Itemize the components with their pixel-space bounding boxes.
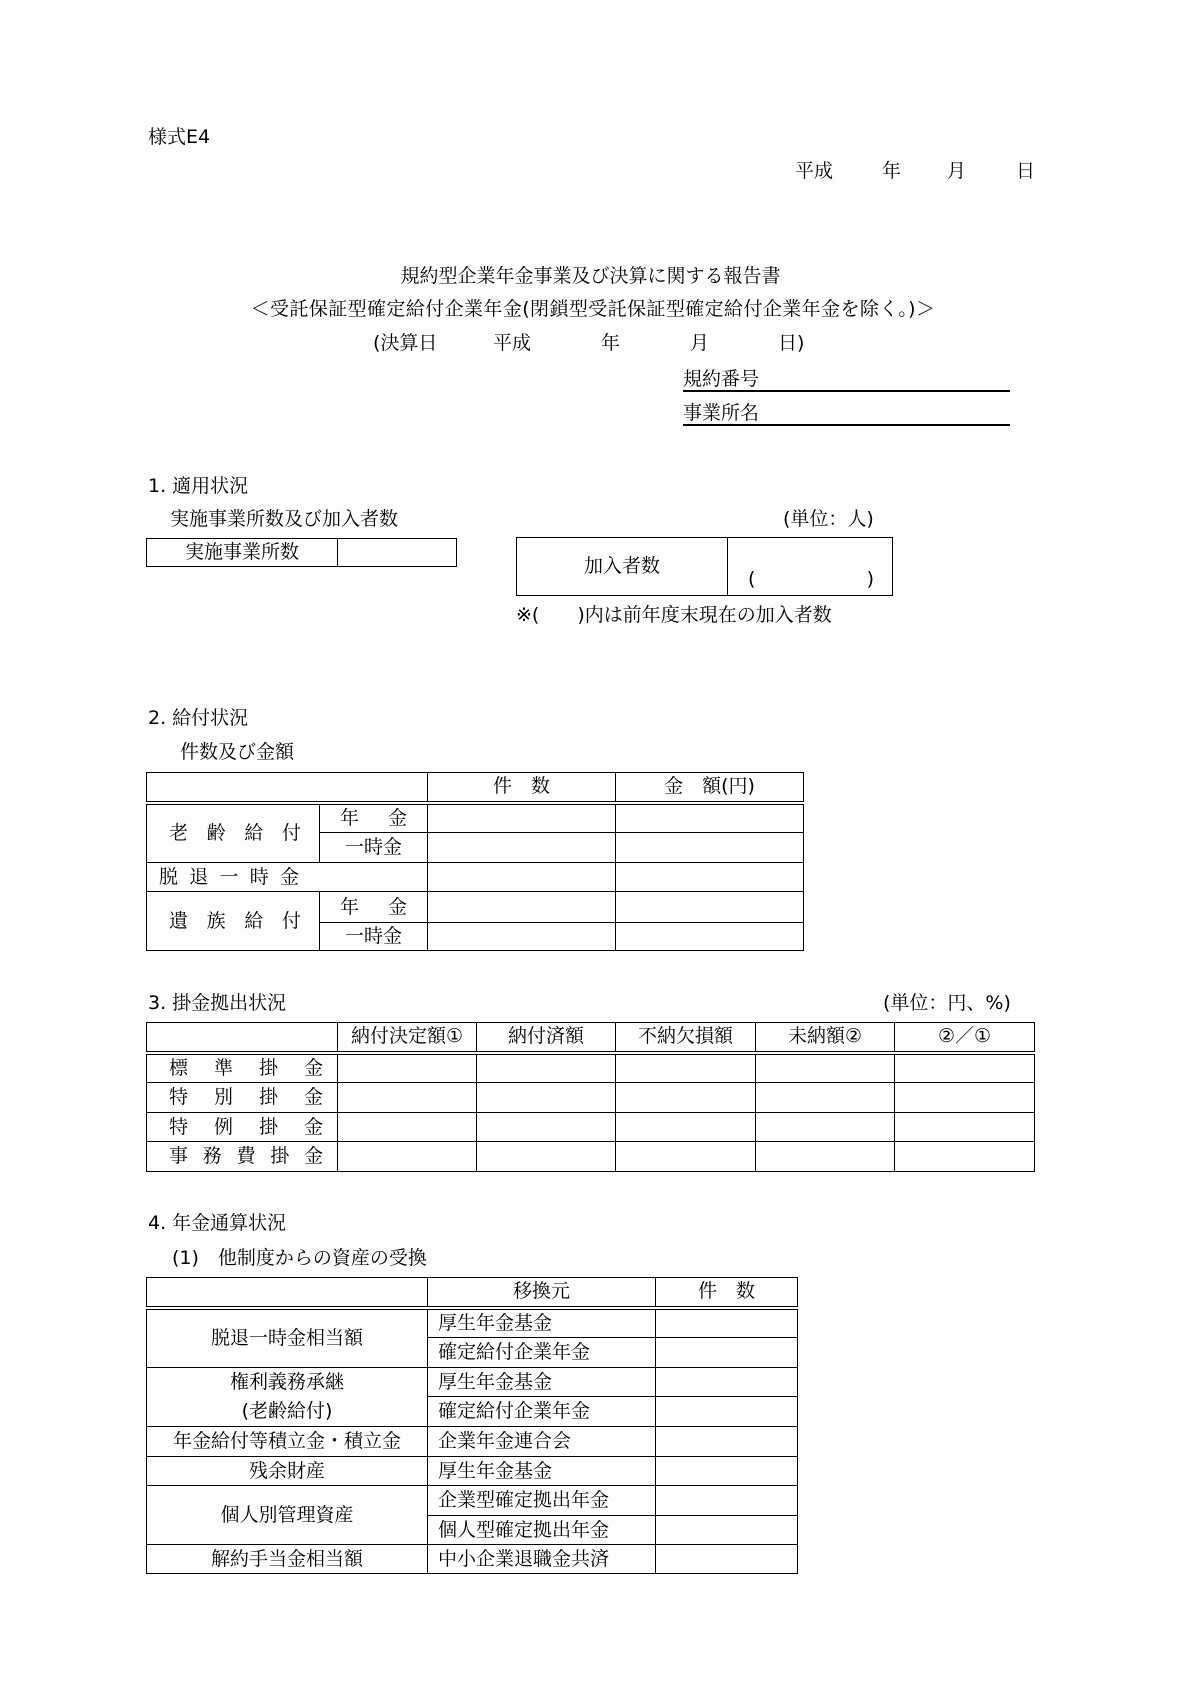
value-cell[interactable] [756, 1113, 895, 1142]
row-label-individual-assets: 個人別管理資産 [147, 1486, 428, 1545]
value-cell[interactable] [477, 1113, 616, 1142]
header-written-off: 不納欠損額 [616, 1023, 756, 1053]
value-cell[interactable] [756, 1083, 895, 1113]
table-row [147, 1486, 798, 1516]
source-cell: 厚生年金基金 [428, 1368, 656, 1397]
sub-label-pension: 年 金 [320, 803, 428, 833]
table-row [147, 1427, 798, 1457]
document-subtitle: ＜受託保証型確定給付企業年金(閉鎖型受託保証型確定給付企業年金を除く。)＞ [250, 298, 936, 320]
count-cell[interactable] [656, 1308, 798, 1338]
date-month: 月 [947, 160, 967, 182]
source-cell: 確定給付企業年金 [428, 1338, 656, 1368]
source-cell: 厚生年金基金 [428, 1457, 656, 1486]
prev-close-paren: ) [866, 568, 874, 590]
document-title: 規約型企業年金事業及び決算に関する報告書 [400, 265, 781, 287]
form-id: 様式E4 [148, 126, 211, 148]
amount-cell[interactable] [616, 892, 804, 923]
amount-cell[interactable] [616, 863, 804, 892]
date-day: 日 [1016, 160, 1036, 182]
count-cell[interactable] [428, 803, 616, 833]
value-cell[interactable] [616, 1053, 756, 1083]
count-cell[interactable] [656, 1545, 798, 1574]
agreement-number-field[interactable] [683, 390, 1010, 392]
header-blank [147, 1023, 338, 1053]
offices-value[interactable] [338, 539, 457, 567]
value-cell[interactable] [338, 1142, 477, 1172]
header-count: 件 数 [656, 1278, 798, 1308]
row-label-withdrawal-equivalent: 脱退一時金相当額 [147, 1308, 428, 1368]
value-cell[interactable] [756, 1142, 895, 1172]
settlement-year: 年 [601, 332, 621, 354]
row-label-survivor: 遺 族 給 付 [147, 892, 320, 951]
sub-label-pension: 年 金 [320, 892, 428, 923]
source-cell: 中小企業退職金共済 [428, 1545, 656, 1574]
asset-transfer-table [146, 1277, 798, 1574]
date-year: 年 [882, 160, 902, 182]
settlement-month: 月 [690, 332, 710, 354]
header-amount: 金 額(円) [616, 773, 804, 803]
source-cell: 企業型確定拠出年金 [428, 1486, 656, 1516]
header-blank [147, 773, 428, 803]
source-cell: 確定給付企業年金 [428, 1397, 656, 1427]
section1-unit: (単位：人) [783, 508, 874, 530]
amount-cell[interactable] [616, 833, 804, 863]
settlement-era: 平成 [493, 332, 532, 354]
section1-subheading: 実施事業所数及び加入者数 [170, 508, 399, 530]
value-cell[interactable] [338, 1083, 477, 1113]
header-source: 移換元 [428, 1278, 656, 1308]
count-cell[interactable] [656, 1338, 798, 1368]
sub-label-lump-sum: 一時金 [320, 833, 428, 863]
members-value[interactable] [728, 538, 893, 596]
header-ratio: ②／① [895, 1023, 1035, 1053]
benefits-table [146, 772, 804, 951]
table-row [147, 1545, 798, 1574]
count-cell[interactable] [656, 1457, 798, 1486]
section3-heading: 3. 掛金拠出状況 [148, 992, 287, 1014]
offices-label: 実施事業所数 [147, 539, 338, 567]
section4-subheading: (1) 他制度からの資産の受換 [172, 1247, 427, 1269]
row-label-cancellation: 解約手当金相当額 [147, 1545, 428, 1574]
header-unpaid: 未納額② [756, 1023, 895, 1053]
count-cell[interactable] [656, 1368, 798, 1397]
row-label-exceptional: 特 例 掛 金 [147, 1113, 338, 1142]
row-label-succession [147, 1368, 428, 1427]
row-label-special: 特 別 掛 金 [147, 1083, 338, 1113]
amount-cell[interactable] [616, 923, 804, 951]
succession-sublabel: (老齢給付) [241, 1400, 333, 1422]
sub-label-lump-sum: 一時金 [320, 923, 428, 951]
table-row [147, 1083, 1035, 1113]
agreement-number-label: 規約番号 [683, 368, 760, 390]
table-row [147, 1113, 1035, 1142]
source-cell: 厚生年金基金 [428, 1308, 656, 1338]
count-cell[interactable] [656, 1486, 798, 1516]
settlement-date-label: (決算日 [373, 332, 438, 354]
value-cell[interactable] [895, 1142, 1035, 1172]
prev-open-paren: ( [748, 568, 756, 590]
section3-unit: (単位：円、%) [883, 992, 1011, 1014]
section1-heading: 1. 適用状況 [148, 475, 249, 497]
count-cell[interactable] [428, 923, 616, 951]
section2-subheading: 件数及び金額 [180, 741, 295, 763]
value-cell[interactable] [477, 1053, 616, 1083]
count-cell[interactable] [428, 833, 616, 863]
row-label-withdrawal: 脱 退 一 時 金 [147, 863, 428, 892]
table-row [147, 1142, 1035, 1172]
value-cell[interactable] [756, 1053, 895, 1083]
value-cell[interactable] [895, 1113, 1035, 1142]
section1-note: ※( )内は前年度末現在の加入者数 [516, 604, 832, 626]
row-label-standard: 標 準 掛 金 [147, 1053, 338, 1083]
table-row [147, 1053, 1035, 1083]
value-cell[interactable] [338, 1113, 477, 1142]
row-label-old-age: 老 齢 給 付 [147, 803, 320, 863]
settlement-day: 日) [778, 332, 805, 354]
value-cell[interactable] [477, 1142, 616, 1172]
amount-cell[interactable] [616, 803, 804, 833]
section4-heading: 4. 年金通算状況 [148, 1212, 287, 1234]
table-row [147, 863, 804, 892]
header-assessed: 納付決定額① [338, 1023, 477, 1053]
row-label-residual: 残余財産 [147, 1457, 428, 1486]
source-cell: 個人型確定拠出年金 [428, 1516, 656, 1545]
contributions-table [146, 1022, 1035, 1172]
header-count: 件 数 [428, 773, 616, 803]
section2-heading: 2. 給付状況 [148, 707, 249, 729]
members-table [516, 537, 893, 596]
value-cell[interactable] [616, 1142, 756, 1172]
offices-table [146, 538, 457, 567]
value-cell[interactable] [895, 1083, 1035, 1113]
office-name-label: 事業所名 [683, 402, 760, 424]
table-row [147, 1308, 798, 1338]
source-cell: 企業年金連合会 [428, 1427, 656, 1457]
count-cell[interactable] [656, 1516, 798, 1545]
count-cell[interactable] [656, 1427, 798, 1457]
header-blank [147, 1278, 428, 1308]
members-label: 加入者数 [517, 538, 728, 596]
date-era: 平成 [795, 160, 834, 182]
value-cell[interactable] [616, 1113, 756, 1142]
value-cell[interactable] [477, 1083, 616, 1113]
office-name-field[interactable] [683, 424, 1010, 426]
count-cell[interactable] [428, 863, 616, 892]
header-paid: 納付済額 [477, 1023, 616, 1053]
succession-label: 権利義務承継 [229, 1371, 344, 1393]
table-row [147, 803, 804, 833]
value-cell[interactable] [895, 1053, 1035, 1083]
count-cell[interactable] [428, 892, 616, 923]
value-cell[interactable] [338, 1053, 477, 1083]
value-cell[interactable] [616, 1083, 756, 1113]
row-label-admin: 事 務 費 掛 金 [147, 1142, 338, 1172]
table-row [147, 1368, 798, 1397]
table-row [147, 1457, 798, 1486]
row-label-reserve: 年金給付等積立金・積立金 [147, 1427, 428, 1457]
count-cell[interactable] [656, 1397, 798, 1427]
table-row [147, 892, 804, 923]
